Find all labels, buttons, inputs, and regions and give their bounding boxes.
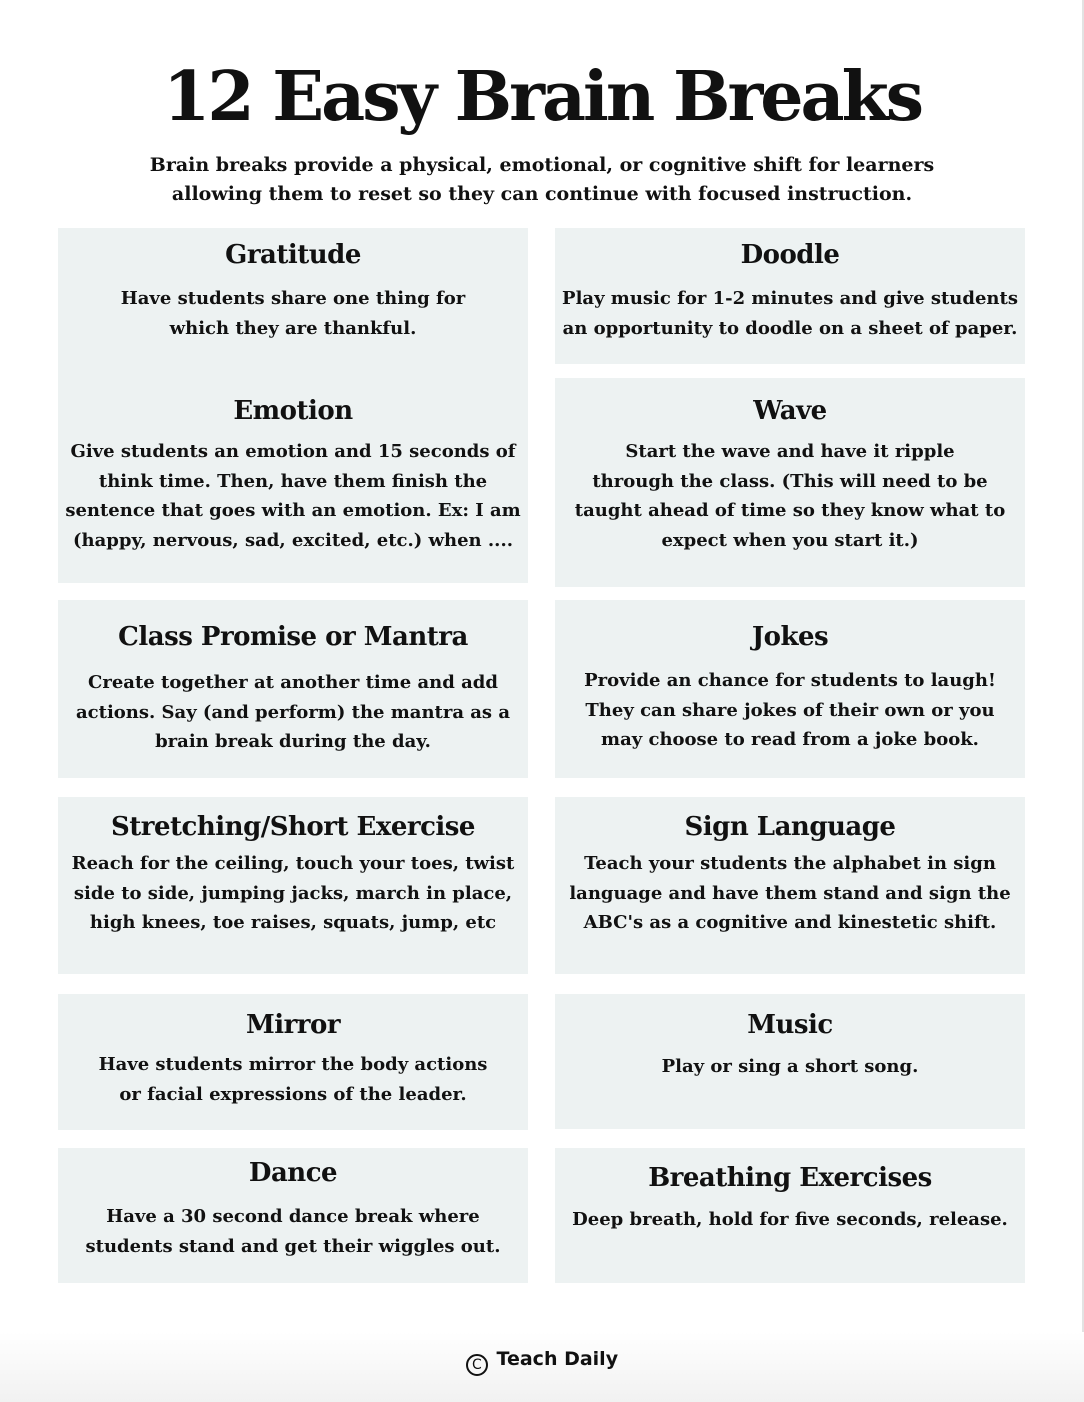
card-description	[58, 1050, 528, 1109]
card-title: Music	[747, 1010, 833, 1040]
card-wave	[555, 378, 1025, 587]
card-title: Mirror	[245, 1010, 341, 1040]
footer-brand	[0, 1346, 1084, 1376]
intro-line: Brain breaks provide a physical, emotional, or cognitive shift for learners	[149, 154, 935, 176]
card-emotion	[58, 378, 528, 583]
card-line: Have a 30 second dance break where	[106, 1206, 480, 1227]
card-line: may choose to read from a joke book.	[601, 729, 979, 750]
card-line: expect when you start it.)	[661, 529, 919, 551]
card-line: Play or sing a short song.	[661, 1056, 919, 1077]
card-line: high knees, toe raises, squats, jump, etc	[89, 912, 497, 933]
card-description	[555, 437, 1025, 555]
card-doodle	[555, 228, 1025, 364]
card-description	[555, 1205, 1025, 1235]
card-title: Breathing Exercises	[648, 1163, 932, 1193]
intro-text	[142, 151, 942, 209]
card-line: students stand and get their wiggles out.	[85, 1235, 501, 1257]
card-line: sentence that goes with an emotion. Ex: I am	[65, 500, 521, 521]
card-title: Gratitude	[225, 240, 361, 270]
card-line: Have students mirror the body actions	[98, 1054, 488, 1075]
card-line: or facial expressions of the leader.	[119, 1083, 467, 1105]
card-line: Have students share one thing for	[120, 288, 466, 309]
card-line: Create together at another time and add	[88, 672, 498, 693]
card-breathing	[555, 1148, 1025, 1283]
intro-line: allowing them to reset so they can continue with focused instruction.	[171, 183, 913, 205]
card-title: Sign Language	[684, 812, 896, 842]
card-title: Wave	[753, 396, 827, 426]
card-music	[555, 994, 1025, 1129]
card-line: Teach your students the alphabet in sign	[584, 853, 996, 874]
card-description	[555, 849, 1025, 938]
card-title: Emotion	[233, 396, 353, 426]
card-line: Start the wave and have it ripple	[625, 441, 955, 462]
card-line: brain break during the day.	[155, 731, 431, 752]
card-title: Dance	[248, 1158, 338, 1188]
card-dance	[58, 1148, 528, 1283]
card-description	[555, 666, 1025, 755]
card-title: Jokes	[751, 622, 829, 652]
card-class-promise	[58, 600, 528, 778]
card-line: an opportunity to doodle on a sheet of paper.	[562, 317, 1018, 339]
copyright-icon: C	[466, 1354, 488, 1376]
card-description	[555, 1052, 1025, 1082]
card-title: Stretching/Short Exercise	[111, 812, 475, 842]
card-description	[58, 849, 528, 938]
card-sign-language	[555, 797, 1025, 974]
card-description	[555, 284, 1025, 343]
card-line: Provide an chance for students to laugh!	[584, 670, 996, 691]
card-line: taught ahead of time so they know what to	[574, 500, 1006, 521]
card-line: think time. Then, have them finish the	[98, 470, 488, 492]
card-line: Play music for 1-2 minutes and give students	[562, 288, 1018, 309]
card-line: (happy, nervous, sad, excited, etc.) when ....	[73, 529, 513, 551]
card-line: They can share jokes of their own or you	[585, 699, 995, 721]
card-gratitude	[58, 228, 528, 364]
card-description	[58, 1202, 528, 1261]
card-mirror	[58, 994, 528, 1130]
card-title: Doodle	[740, 240, 840, 270]
card-description	[58, 437, 528, 555]
card-description	[58, 284, 528, 343]
card-line: Deep breath, hold for five seconds, release.	[572, 1209, 1008, 1230]
card-stretching	[58, 797, 528, 974]
page-title: 12 Easy Brain Breaks	[163, 57, 921, 137]
card-line: ABC's as a cognitive and kinestetic shift.	[583, 912, 997, 933]
card-line: language and have them stand and sign the	[569, 882, 1011, 904]
card-title: Class Promise or Mantra	[118, 622, 468, 652]
card-line: which they are thankful.	[169, 317, 417, 339]
card-line: actions. Say (and perform) the mantra as a	[76, 701, 510, 723]
card-jokes	[555, 600, 1025, 778]
brand-name: Teach Daily	[496, 1348, 619, 1370]
card-line: side to side, jumping jacks, march in place,	[73, 882, 513, 904]
card-description	[58, 668, 528, 757]
card-line: Reach for the ceiling, touch your toes, twist	[71, 853, 515, 874]
card-line: Give students an emotion and 15 seconds of	[70, 441, 516, 462]
card-line: through the class. (This will need to be	[592, 470, 988, 492]
